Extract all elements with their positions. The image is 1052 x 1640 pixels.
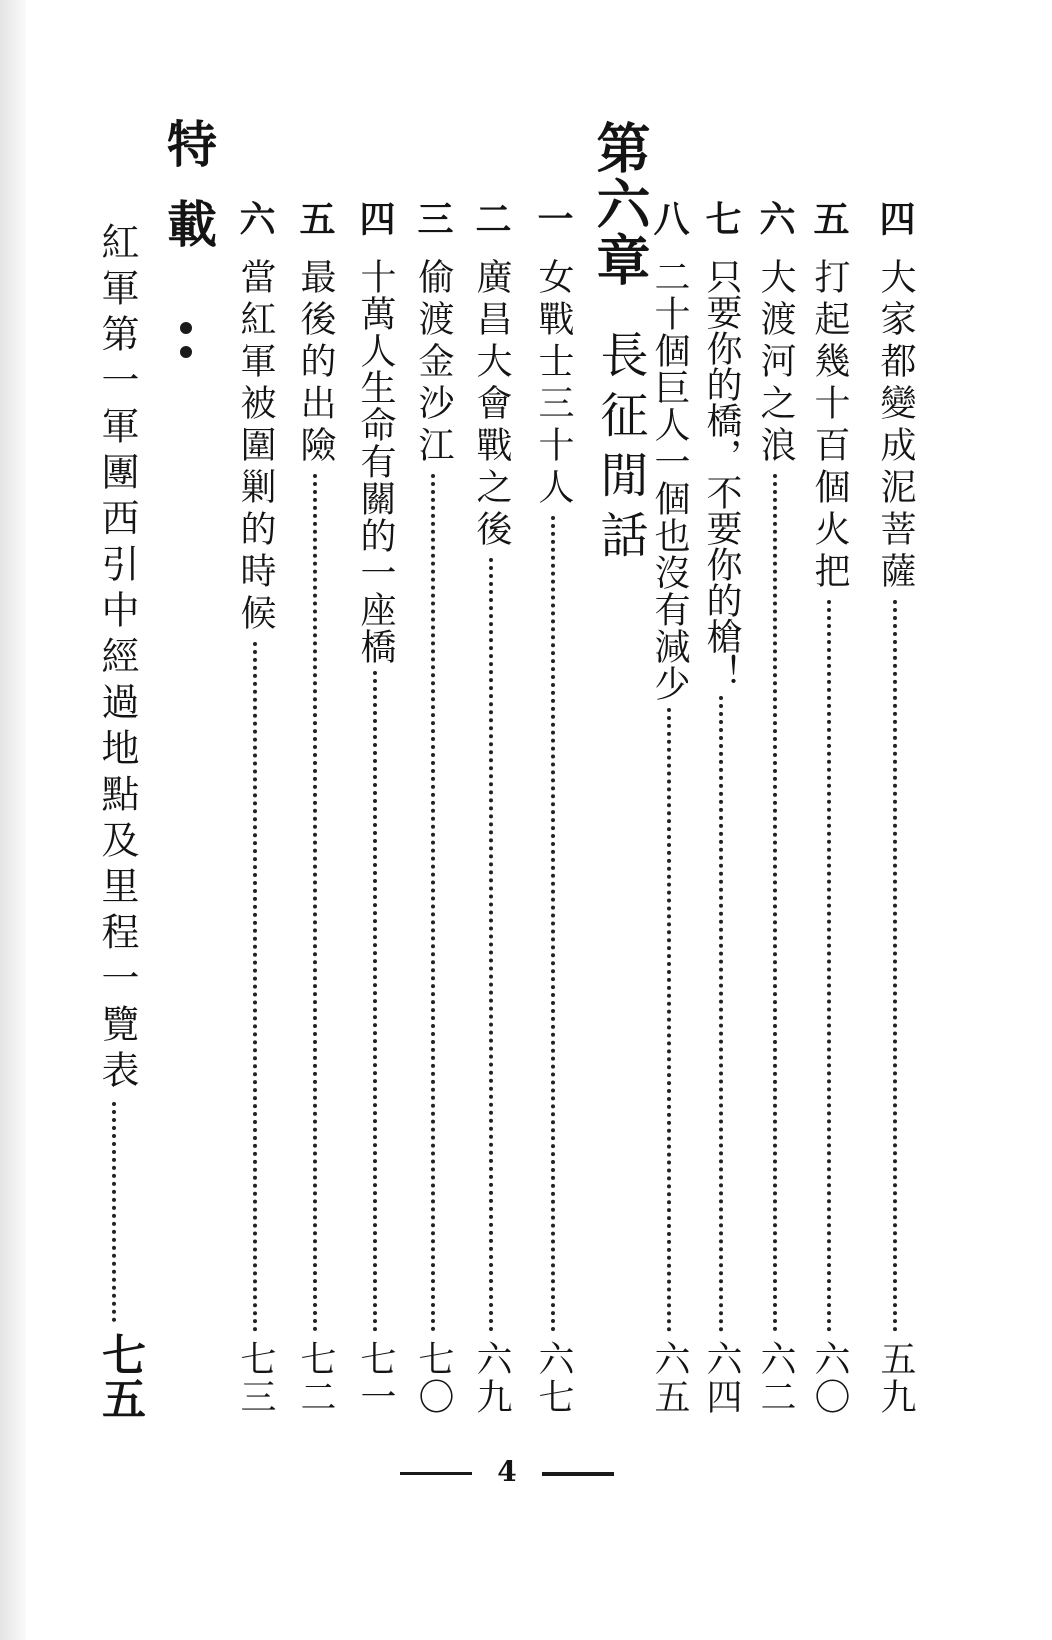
- dot-leader: [719, 696, 723, 1332]
- toc-entry[interactable]: [806, 200, 852, 1500]
- toc-entry[interactable]: [752, 200, 798, 1500]
- dot-leader: [489, 558, 493, 1332]
- special-heading: 特載: [159, 118, 218, 278]
- dot-leader: [253, 642, 257, 1332]
- entry-number: 六: [234, 200, 276, 236]
- dot-leader: [827, 600, 831, 1332]
- dot-leader: [373, 671, 377, 1332]
- entry-number: 四: [874, 200, 916, 236]
- entry-number: 三: [412, 200, 454, 236]
- entry-number: 七: [700, 200, 742, 236]
- toc-entry[interactable]: [292, 200, 338, 1500]
- toc-entry[interactable]: [232, 200, 278, 1500]
- chapter-heading: [588, 120, 652, 640]
- entry-number: 八: [648, 200, 690, 236]
- entry-page: 七二: [295, 1340, 336, 1416]
- rule-left: [400, 1472, 472, 1475]
- dot-leader: [893, 600, 897, 1332]
- entry-title: 大家都變成泥菩薩: [875, 258, 916, 594]
- rule-right: [542, 1472, 614, 1476]
- toc-entry[interactable]: [530, 200, 576, 1500]
- colon-mark: [180, 322, 194, 362]
- entry-page: 六九: [471, 1340, 512, 1416]
- entry-page: 五九: [875, 1340, 916, 1416]
- toc-entry[interactable]: [468, 200, 514, 1500]
- toc-entry[interactable]: [698, 200, 744, 1500]
- entry-page: 六〇: [809, 1340, 850, 1416]
- entry-title: 女戰士三十人: [533, 258, 574, 510]
- toc-entry[interactable]: [352, 200, 398, 1500]
- page-number: [390, 1452, 630, 1492]
- folio-number: 4: [497, 1455, 517, 1488]
- entry-title: 當紅軍被圍剿的時候: [235, 258, 276, 636]
- toc-entry[interactable]: [646, 200, 692, 1500]
- dot-leader: [551, 516, 555, 1332]
- entry-number: 二: [470, 200, 512, 236]
- entry-page: 六七: [533, 1340, 574, 1416]
- entry-page: 六四: [701, 1340, 742, 1416]
- entry-title: 只要你的橋，不要你的槍！: [701, 258, 742, 690]
- entry-number: 五: [294, 200, 336, 236]
- toc-entry[interactable]: [410, 200, 456, 1500]
- page-edge-shadow: [0, 0, 26, 1640]
- dot-leader: [773, 474, 777, 1332]
- chapter-title: 長征閒話: [592, 330, 648, 570]
- entry-title: 二十個巨人一個也沒有減少: [649, 258, 690, 702]
- entry-page: 六二: [755, 1340, 796, 1416]
- entry-title: 廣昌大會戰之後: [471, 258, 512, 552]
- entry-page: 七一: [355, 1340, 396, 1416]
- dot-leader: [667, 708, 671, 1332]
- dot-leader: [112, 1102, 116, 1322]
- entry-title: 偷渡金沙江: [413, 258, 454, 468]
- dot-leader: [431, 474, 435, 1332]
- entry-title: 紅軍第一軍團西引中經過地點及里程一覽表: [95, 222, 139, 1096]
- toc-entry-special[interactable]: [94, 222, 145, 1422]
- entry-page: 七五: [94, 1332, 145, 1420]
- chapter-number: 第六章: [588, 120, 652, 288]
- entry-title: 大渡河之浪: [755, 258, 796, 468]
- entry-number: 五: [808, 200, 850, 236]
- entry-number: 一: [532, 200, 574, 236]
- entry-number: 四: [354, 200, 396, 236]
- entry-title: 最後的出險: [295, 258, 336, 468]
- entry-page: 六五: [649, 1340, 690, 1416]
- entry-page: 七三: [235, 1340, 276, 1416]
- entry-title: 打起幾十百個火把: [809, 258, 850, 594]
- entry-title: 十萬人生命有關的一座橋: [355, 258, 396, 665]
- toc-entry[interactable]: [872, 200, 918, 1500]
- dot-leader: [313, 474, 317, 1332]
- entry-number: 六: [754, 200, 796, 236]
- entry-page: 七〇: [413, 1340, 454, 1416]
